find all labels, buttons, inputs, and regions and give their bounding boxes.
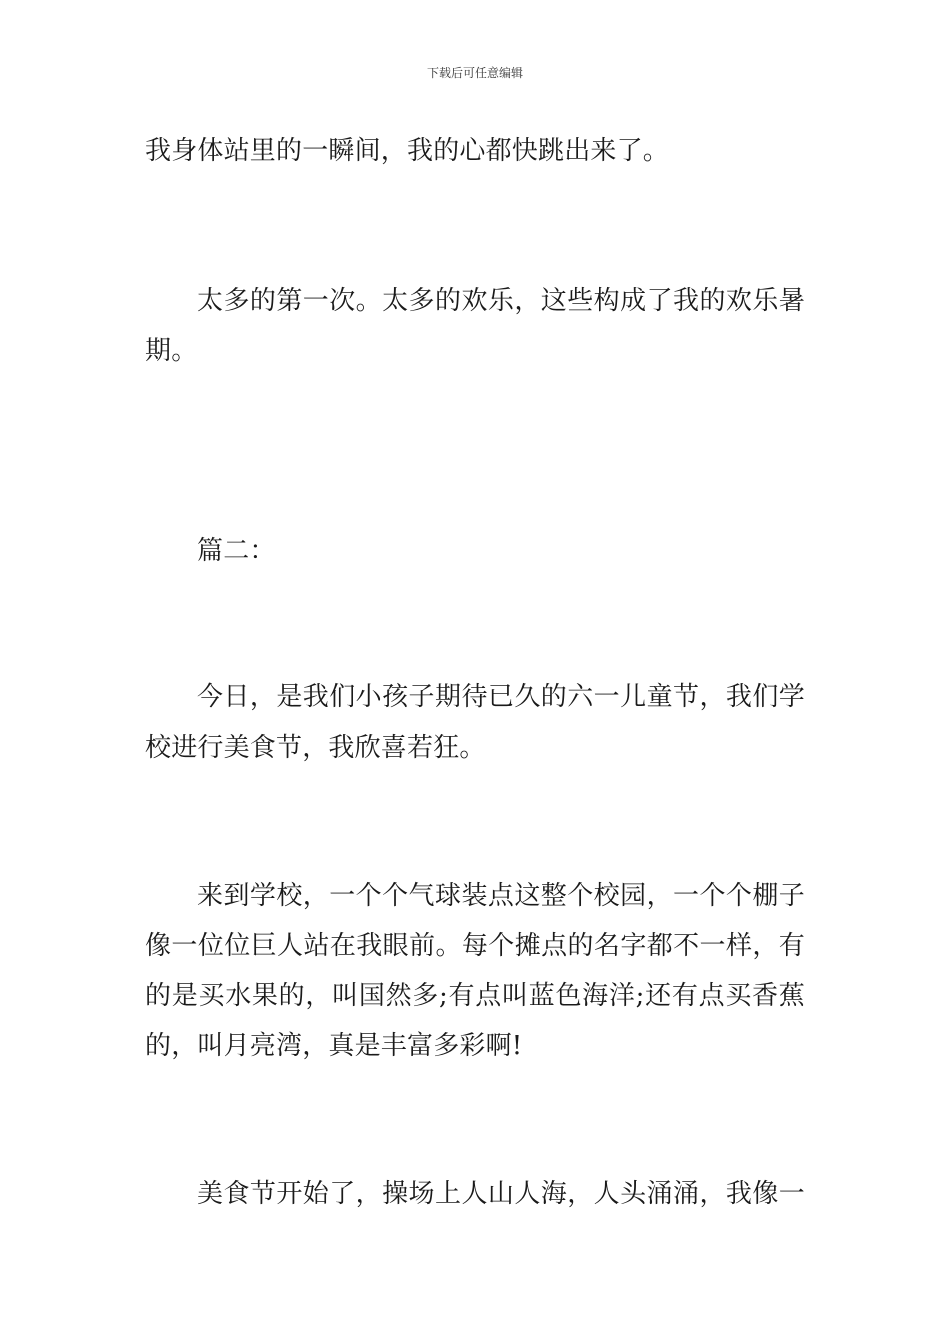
paragraph-line: 像一位位巨人站在我眼前。每个摊点的名字都不一样，有 [145, 931, 805, 961]
paragraph-line: 美食节开始了，操场上人山人海，人头涌涌，我像一 [197, 1179, 805, 1209]
page-header: 下载后可任意编辑 [426, 66, 523, 80]
section-heading: 篇二： [197, 536, 276, 566]
paragraph-line: 来到学校，一个个气球装点这整个校园，一个个棚子 [197, 881, 805, 911]
paragraph-line: 的，叫月亮湾，真是丰富多彩啊! [145, 1031, 523, 1061]
paragraph-line: 我身体站里的一瞬间，我的心都快跳出来了。 [145, 136, 670, 166]
paragraph-line: 今日，是我们小孩子期待已久的六一儿童节，我们学 [197, 682, 805, 712]
paragraph-line: 校进行美食节，我欣喜若狂。 [145, 733, 486, 763]
paragraph-line: 期。 [145, 336, 198, 366]
paragraph-line: 太多的第一次。太多的欢乐，这些构成了我的欢乐暑 [197, 286, 805, 316]
paragraph-line: 的是买水果的，叫国然多;有点叫蓝色海洋;还有点买香蕉 [145, 981, 805, 1011]
